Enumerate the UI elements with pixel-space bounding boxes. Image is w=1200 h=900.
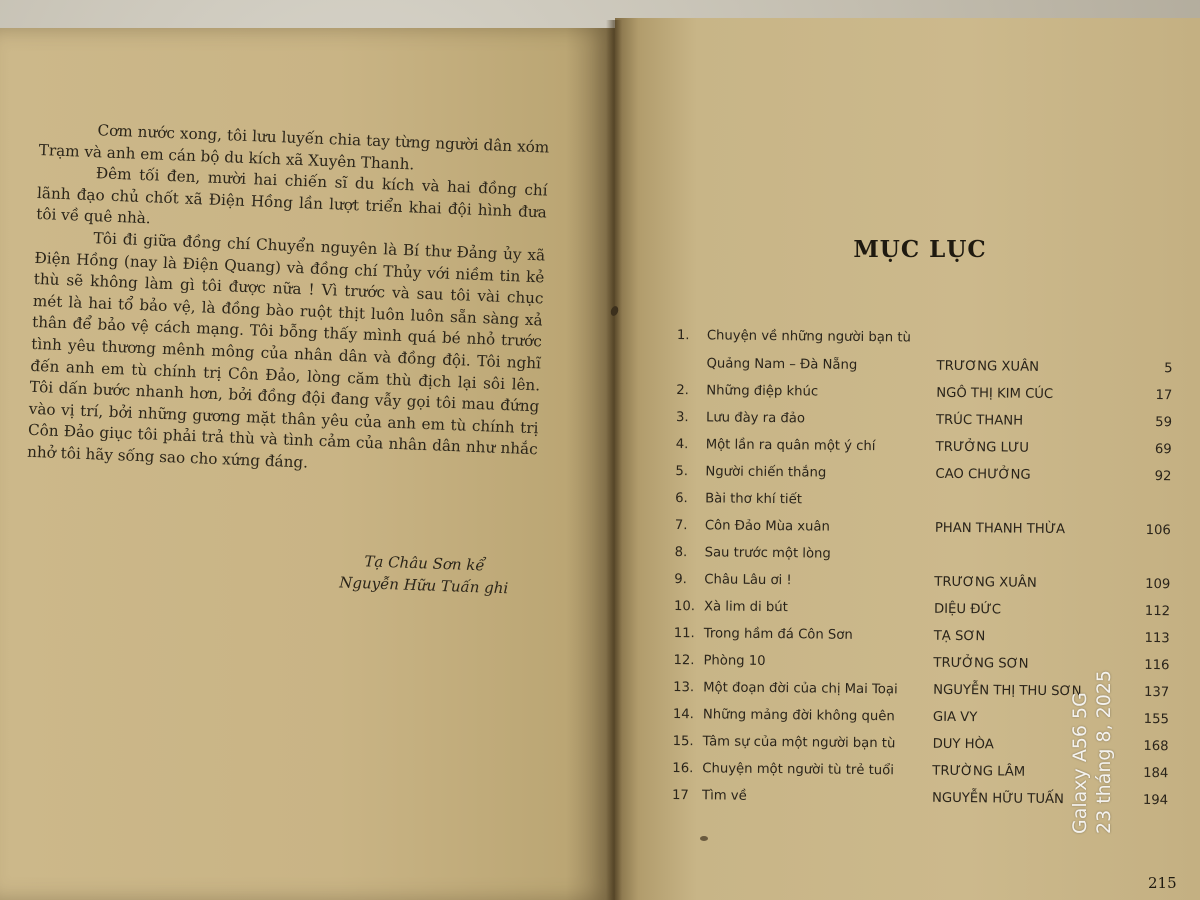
writer-line: Nguyễn Hữu Tuấn ghi (338, 573, 509, 598)
toc-entry-page: 137 (1143, 684, 1170, 701)
toc-entry-author: TRƯƠNG XUÂN (936, 358, 1040, 375)
toc-entry-author: DUY HÒA (932, 736, 994, 753)
toc-number: 6. (675, 491, 688, 507)
toc-number: 1. (676, 328, 690, 344)
toc-entry-title: Sau trước một lòng (704, 545, 831, 562)
toc-number: 8. (674, 545, 688, 561)
toc-entry-title: Những điệp khúc (706, 383, 819, 400)
toc-entry-author: TRƯỞNG LƯU (935, 439, 1029, 456)
toc-entry-author (935, 548, 1135, 550)
toc-number: 15. (672, 733, 694, 750)
toc-number: 12. (673, 653, 695, 669)
toc-entry-page: 69 (1154, 442, 1172, 458)
toc-number: 10. (673, 599, 696, 615)
toc-entry-author: GIA VY (932, 709, 978, 726)
toc-entry-author: PHAN THANH THỪA (934, 520, 1066, 538)
table-of-contents (670, 324, 1195, 816)
toc-number: 2. (676, 383, 689, 399)
toc-entry-title: Tâm sự của một người bạn tù (702, 734, 896, 752)
toc-number: 3. (675, 410, 689, 426)
toc-number: 13. (673, 680, 695, 696)
toc-entry-title: Tìm về (701, 788, 747, 804)
toc-entry-page (1113, 496, 1171, 497)
toc-entry-page: 194 (1142, 792, 1169, 809)
toc-entry-page: 92 (1154, 469, 1172, 485)
signature-block (298, 548, 539, 600)
toc-number: 16. (672, 760, 694, 777)
left-page-body-text (27, 118, 550, 483)
toc-entry-author: CAO CHƯỞNG (935, 466, 1031, 483)
toc-entry-author: TRƯỜNG LÂM (932, 763, 1026, 780)
toc-entry-page: 112 (1144, 603, 1171, 620)
toc-entry-author: TRÚC THANH (935, 412, 1024, 429)
paragraph: Cơm nước xong, tôi lưu luyến chia tay từng người dân xóm Trạm và anh em cán bộ du kích xã Xuyên Thanh. (38, 121, 550, 173)
paragraph: Đêm tối đen, mười hai chiến sĩ du kích và hai đồng chí lãnh đạo chủ chốt xã Điện Hồng lần lượt triển khai đội hình đưa tôi về quê nhà. (35, 164, 548, 228)
toc-entry-title: Một lần ra quân một ý chí (705, 437, 876, 455)
toc-number: 17 (671, 787, 689, 804)
toc-entry-author (935, 494, 1135, 496)
toc-entry-author: NGUYỄN HỮU TUẤN (931, 790, 1064, 808)
page-number: 215 (1148, 874, 1177, 892)
toc-entry-title: Trong hầm đá Côn Sơn (703, 626, 853, 643)
toc-entry-author: NGÔ THỊ KIM CÚC (936, 385, 1054, 402)
toc-entry-page: 17 (1155, 388, 1173, 404)
toc-entry-title: Côn Đảo Mùa xuân (704, 518, 830, 535)
toc-entry-title: Bài thơ khí tiết (705, 491, 802, 508)
toc-entry-title: Chuyện một người tù trẻ tuổi (702, 761, 894, 779)
page-blemish (700, 836, 708, 841)
toc-entry-page: 109 (1145, 576, 1171, 593)
toc-entry-title: Lưu đày ra đảo (705, 410, 806, 427)
book-spine (606, 20, 622, 900)
paragraph: Tôi đi giữa đồng chí Chuyển nguyên là Bí thư Đảng ủy xã Điện Hồng (nay là Điện Quang) và đồng chí Thủy với niềm tin kẻ thù sẽ không làm gì tôi được nữa ! Vì trước và sau tôi vài chục mét là hai tổ bảo vệ, là đồng bào ruột thịt luôn luôn sẵn sàng xả thân để bảo vệ cách mạng. Tôi bỗng thấy mình quá bé nhỏ trước tình yêu thương mênh mông của nhân dân và đồng đội. Tôi nghĩ đến anh em tù chính trị Côn Đảo, lòng căm thù địch lại sôi lên. Tôi dấn bước nhanh hơn, bởi đồng đội đang vẫy gọi tôi mau đứng vào vị trí, bởi những gương mặt thân yêu của anh em tù chính trị Côn Đảo giục tôi phải trả thù và tình cảm của nhân dân như nhắc nhở tôi hãy sống sao cho xứng đáng. (26, 229, 546, 472)
toc-number: 14. (672, 706, 694, 723)
toc-number: 5. (675, 464, 689, 480)
toc-entry-author: DIỆU ĐỨC (933, 601, 1002, 618)
toc-entry-page: 184 (1143, 765, 1169, 782)
toc-entry-page: 168 (1143, 738, 1169, 755)
toc-entry-title: Những mảng đời không quên (702, 707, 895, 725)
toc-entry-page: 113 (1144, 630, 1170, 647)
toc-entry-page: 59 (1155, 415, 1173, 431)
toc-entry-author: TRƯỞNG SƠN (933, 655, 1029, 672)
toc-entry-title: Một đoạn đời của chị Mai Toại (703, 680, 898, 698)
toc-number: 4. (675, 437, 689, 453)
toc-entry-title: Xà lim di bút (703, 599, 788, 616)
camera-watermark (1068, 574, 1116, 834)
toc-number: 7. (674, 518, 688, 534)
toc-entry-title: Quảng Nam – Đà Nẵng (706, 356, 858, 373)
narrator-line: Tạ Châu Sơn kể (364, 552, 485, 575)
toc-entry-title: Châu Lâu ơi ! (704, 572, 792, 589)
toc-entry-title: Phòng 10 (703, 653, 766, 669)
toc-entry-title: Người chiến thắng (705, 464, 827, 481)
toc-entry-page: 106 (1145, 522, 1171, 539)
toc-entry-title: Chuyện về những người bạn tù (706, 328, 911, 346)
toc-entry-author (937, 331, 1137, 333)
toc-entry-page: 155 (1143, 711, 1169, 728)
toc-entry-page: 116 (1144, 657, 1170, 674)
toc-entry-author: NGUYỄN THỊ THU SƠN (933, 682, 1082, 700)
toc-number: 11. (673, 626, 695, 642)
toc-title: MỤC LỤC (853, 236, 987, 263)
watermark-device: Galaxy A56 5G (1069, 692, 1091, 834)
toc-entry-author: TRƯƠNG XUÂN (934, 574, 1037, 591)
toc-entry-page (1113, 550, 1171, 551)
toc-entry-page: 5 (1164, 361, 1173, 377)
toc-number: 9. (674, 572, 687, 588)
toc-entry-page (1115, 333, 1173, 334)
watermark-date: 23 tháng 8, 2025 (1093, 669, 1115, 834)
toc-entry-author: TẠ SƠN (933, 628, 986, 645)
